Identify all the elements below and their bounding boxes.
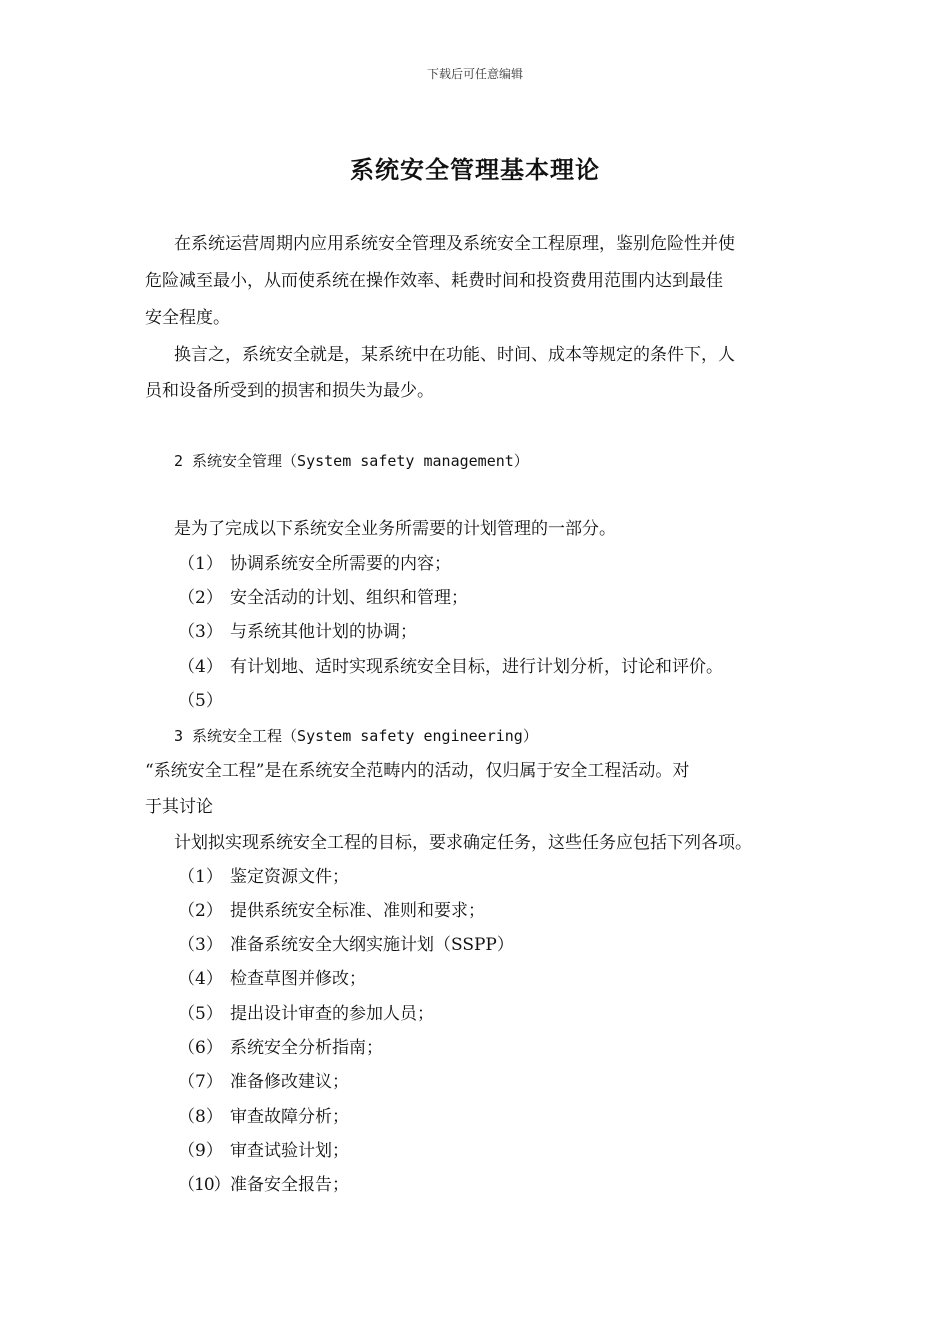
item-text: 准备系统安全大纲实施计划（SSPP） [230,935,514,955]
item-number: （5） [178,1004,223,1024]
item-text: 准备安全报告； [230,1175,349,1195]
section-3-item [178,865,349,889]
section-2-item [178,655,723,679]
item-number: （3） [178,622,223,642]
item-text: 提供系统安全标准、准则和要求； [230,901,485,921]
item-text: 与系统其他计划的协调； [230,622,417,642]
section-2-lead: 是为了完成以下系统安全业务所需要的计划管理的一部分。 [174,519,616,539]
section-3-desc-line-2: 于其讨论 [145,797,213,817]
item-text: 提出设计审查的参加人员； [230,1004,434,1024]
section-3-item [178,1105,349,1129]
item-number: （6） [178,1038,223,1058]
section-3-item [178,1002,434,1026]
section-2-item [178,689,230,713]
item-number: （4） [178,657,223,677]
document-title: 系统安全管理基本理论 [350,155,600,184]
item-number: （1） [178,554,223,574]
intro-p2-line-1: 换言之，系统安全就是，某系统中在功能、时间、成本等规定的条件下，人 [174,345,735,365]
item-number: （2） [178,901,223,921]
section-3-item [178,1139,349,1163]
page-header-note: 下载后可任意编辑 [426,67,523,81]
section-3-item [178,933,514,957]
item-number: （1） [178,867,223,887]
section-3-item [178,1173,349,1197]
item-number: （8） [178,1107,223,1127]
item-text: 审查试验计划； [230,1141,349,1161]
item-number: （2） [178,588,223,608]
item-number: （9） [178,1141,223,1161]
intro-p1-line-3: 安全程度。 [145,308,230,328]
section-3-item [178,1036,383,1060]
section-3-item [178,899,485,923]
section-3-desc-line-1: “系统安全工程”是在系统安全范畴内的活动，仅归属于安全工程活动。对 [145,761,690,781]
item-text: 准备修改建议； [230,1072,349,1092]
section-2-item [178,620,417,644]
item-text: 协调系统安全所需要的内容； [230,554,451,574]
item-number: （3） [178,935,223,955]
item-text: 安全活动的计划、组织和管理； [230,588,468,608]
item-number: （7） [178,1072,223,1092]
intro-p1-line-2: 危险减至最小，从而使系统在操作效率、耗费时间和投资费用范围内达到最佳 [145,271,723,291]
intro-p2-line-2: 员和设备所受到的损害和损失为最少。 [145,381,434,401]
item-number: （4） [178,969,223,989]
item-number: （5） [178,691,223,711]
item-text: 有计划地、适时实现系统安全目标，进行计划分析，讨论和评价。 [230,657,723,677]
item-text: 系统安全分析指南； [230,1038,383,1058]
intro-p1-line-1: 在系统运营周期内应用系统安全管理及系统安全工程原理，鉴别危险性并使 [174,234,735,254]
section-3-heading: 3 系统安全工程（System safety engineering） [174,727,538,745]
section-3-item [178,967,366,991]
section-3-lead: 计划拟实现系统安全工程的目标，要求确定任务，这些任务应包括下列各项。 [174,833,752,853]
section-2-heading: 2 系统安全管理（System safety management） [174,452,529,470]
item-number: （10） [178,1175,230,1195]
item-text: 检查草图并修改； [230,969,366,989]
item-text: 鉴定资源文件； [230,867,349,887]
section-3-item [178,1070,349,1094]
item-text: 审查故障分析； [230,1107,349,1127]
section-2-item [178,552,451,576]
section-2-item [178,586,468,610]
